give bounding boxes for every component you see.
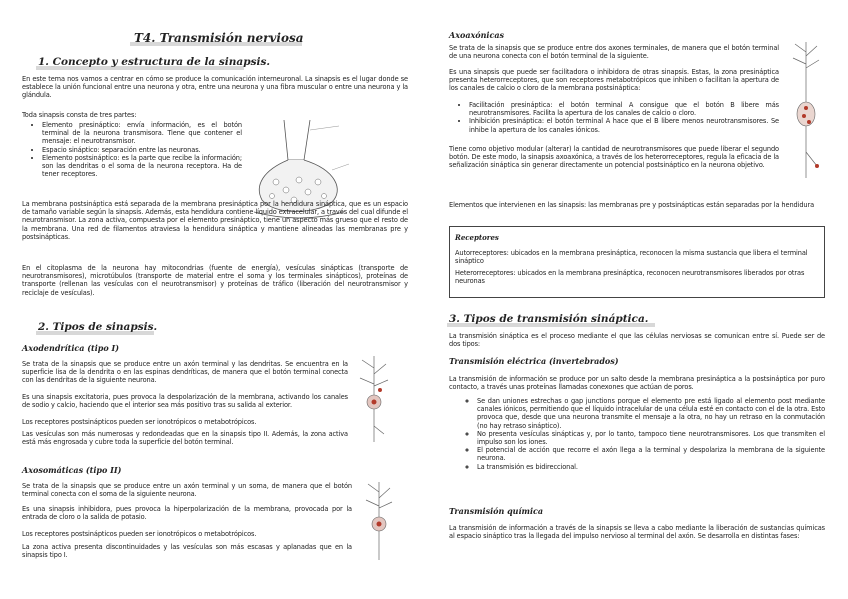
axosomatic-p1: Se trata de la sinapsis que se produce entre un axón terminal y un soma, de manera que el botón terminal conecta con el soma de la siguiente neurona. [22, 482, 352, 499]
part-item: • Elemento presináptico: envía información, es el botón terminal de la neurona transmisora. Tiene que contener el mensaje: el neurotransmisor. [42, 121, 242, 146]
axoaxonic-p4: Elementos que intervienen en las sinapsis: las membranas pre y postsinápticas están separadas por la hendidura [449, 201, 815, 209]
page-title: T4. Transmisión nerviosa [134, 31, 304, 45]
axoaxonic-p2: Es una sinapsis que puede ser facilitadora o inhibidora de otras sinapsis. Estas, la zona presináptica presenta heterorreceptores, que son receptores metabotrópicos que inhiben o facilitan la apertura de los canales de calcio o cloro de la membrana postsináptica: [449, 68, 779, 93]
parts-intro: Toda sinapsis consta de tres partes: [22, 111, 137, 119]
receptors-heading: Receptores [455, 233, 499, 242]
electric-item: ◦ Se dan uniones estrechas o gap junctions porque el elemento pre está ligado al elemento post mediante canales iónicos, permitiendo que el líquido intracelular de una célula esté en contacto con el de la otra. Esto provoca que, desde que una neurona transmite el mensaje a la otra, no hay un retraso en la conmutación (no hay retraso sináptico). [477, 397, 825, 430]
axosomatic-heading: Axosomáticas (tipo II) [22, 465, 122, 475]
axoaxonic-list [455, 101, 779, 134]
electric-p1: La transmisión de información se produce por un salto desde la membrana presináptica a la postsináptica por puro contacto, a través unas proteínas llamadas conexones que actúan de poros. [449, 375, 825, 392]
axodendritic-p2: Es una sinapsis excitatoria, pues provoca la despolarización de la membrana, activando los canales de sodio y calcio, haciendo que el interior sea más positivo tras su salida al exterior. [22, 393, 348, 410]
axoaxonic-item: • Facilitación presináptica: el botón terminal A consigue que el botón B libere más neurotransmisores. Facilita la apertura de los canales de calcio o cloro. [469, 101, 779, 117]
axodendritic-neuron-icon [356, 356, 392, 446]
section1-intro: En este tema nos vamos a centrar en cómo se produce la comunicación interneuronal. La sinapsis es el lugar donde se establece la unión funcional entre una neurona y otra, entre una neurona y una fibra muscular o entre una neurona y la glándula. [22, 75, 408, 100]
axosomatic-p2: Es una sinapsis inhibidora, pues provoca la hiperpolarización de la membrana, provocada por la entrada de cloro o la salida de potasio. [22, 505, 352, 522]
chemical-heading: Transmisión química [449, 506, 544, 516]
heteroreceptors-text: Heterorreceptores: ubicados en la membrana presináptica, reconocen neurotransmisores liberados por otras neuronas [455, 269, 805, 286]
section3-intro: La transmisión sináptica es el proceso mediante el que las células nerviosas se comunican entre sí. Puede ser de dos tipos: [449, 332, 825, 349]
chemical-p1: La transmisión de información a través de la sinapsis se lleva a cabo mediante la liberación de sustancias químicas al espacio sináptico tras la llegada del impulso nervioso al terminal del axón. Se desarrolla en distintas fases: [449, 524, 825, 541]
section2-heading: 2. Tipos de sinapsis. [38, 321, 158, 333]
axoaxonic-p3: Tiene como objetivo modular (alterar) la cantidad de neurotransmisores que puede liberar el segundo botón. De este modo, la sinapsis axoaxónica, a través de los heterorreceptores, regula la eficacia de la señalización sináptica sin generar directamente un potencial postsináptico en la neurona objetivo. [449, 145, 779, 170]
membrane-paragraph: La membrana postsináptica está separada de la membrana presináptica por la hendidura sináptica, que es un espacio de tamaño variable según la sinapsis. Además, esta hendidura contiene líquido extracelular, a través del cual difunde el neurotransmisor. La zona activa, compuesta por el elemento presináptico, tiene un aspecto más grueso que el resto de la membrana. Una red de filamentos atraviesa la hendidura sináptica y mantiene alineadas las membranas pre y postsinápticas. [22, 200, 408, 241]
axosomatic-neuron-icon [362, 482, 396, 562]
parts-list [28, 121, 242, 178]
axoaxonic-item: • Inhibición presináptica: el botón terminal A hace que el B libere menos neurotransmisores. Se inhibe la apertura de los canales iónicos. [469, 117, 779, 133]
axosomatic-p4: La zona activa presenta discontinuidades y las vesículas son más escasas y aplanadas que en la sinapsis tipo I. [22, 543, 352, 560]
cytoplasm-paragraph: En el citoplasma de la neurona hay mitocondrias (fuente de energía), vesículas sinápticas (transporte de neurotransmisores), microtúbulos (transporte de material entre el soma y los terminales sinápticos), proteínas de transporte (rellenan las vesículas con el neurotransmisor) y proteínas de tráfico (liberación del neurotransmisor y reciclaje de vesículas). [22, 264, 408, 297]
axodendritic-heading: Axodendrítica (tipo I) [22, 343, 119, 353]
part-item: • Elemento postsináptico: es la parte que recibe la información; son las dendritas o el soma de la neurona receptora. Ha de tener receptores. [42, 154, 242, 179]
receptors-box [449, 226, 825, 298]
autoreceptors-text: Autorreceptores: ubicados en la membrana presináptica, reconocen la misma sustancia que libera el terminal sináptico [455, 249, 808, 266]
electric-item: ◦ La transmisión es bidireccional. [477, 463, 825, 471]
axoaxonic-neuron-icon [787, 42, 825, 182]
axoaxonic-p1: Se trata de la sinapsis que se produce entre dos axones terminales, de manera que el botón terminal de una neurona conecta con el botón terminal de la siguiente. [449, 44, 779, 61]
electric-item: ◦ No presenta vesículas sinápticas y, por lo tanto, tampoco tiene neurotransmisores. Los que transmiten el impulso son los iones. [477, 430, 825, 446]
axoaxonic-heading: Axoaxónicas [449, 30, 505, 40]
part-item: • Espacio sináptico: separación entre las neuronas. [42, 146, 242, 154]
axodendritic-p1: Se trata de la sinapsis que se produce entre un axón terminal y las dendritas. Se encuentra en la superficie lisa de la dendrita o en las espinas dendríticas, de manera que el botón terminal conecta con las dendritas de la siguiente neurona. [22, 360, 348, 385]
electric-list [463, 397, 825, 471]
axosomatic-p3: Los receptores postsinápticos pueden ser ionotrópicos o metabotrópicos. [22, 530, 257, 538]
section3-heading: 3. Tipos de transmisión sináptica. [449, 313, 649, 325]
section1-heading: 1. Concepto y estructura de la sinapsis. [38, 56, 271, 68]
electric-item: ◦ El potencial de acción que recorre el axón llega a la terminal y despolariza la membrana de la siguiente neurona. [477, 446, 825, 462]
axodendritic-p3: Los receptores postsinápticos pueden ser ionotrópicos o metabotrópicos. [22, 418, 257, 426]
electric-heading: Transmisión eléctrica (invertebrados) [449, 356, 619, 366]
axodendritic-p4: Las vesículas son más numerosas y redondeadas que en la sinapsis tipo II. Además, la zona activa está más engrosada y cubre toda la superficie del botón terminal. [22, 430, 348, 447]
